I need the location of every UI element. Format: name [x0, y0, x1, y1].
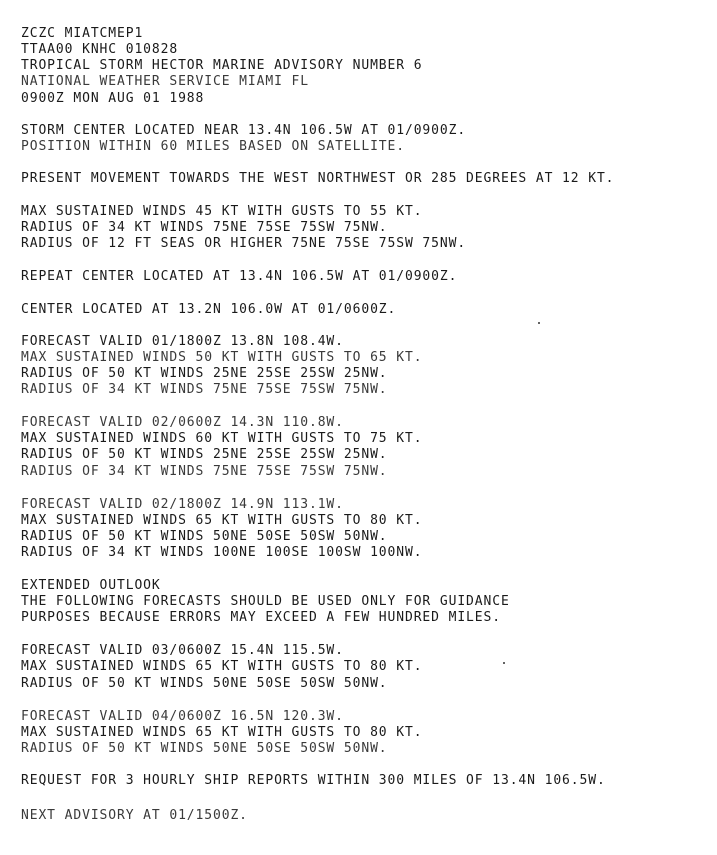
forecast-1-valid: FORECAST VALID 01/1800Z 13.8N 108.4W.: [21, 334, 344, 349]
max-winds-current: MAX SUSTAINED WINDS 45 KT WITH GUSTS TO 55 KT.: [21, 204, 423, 219]
forecast-2-radius-34kt: RADIUS OF 34 KT WINDS 75NE 75SE 75SW 75NW.: [21, 464, 388, 479]
print-speck: [538, 322, 540, 324]
header-line-routing: ZCZC MIATCMEP1: [21, 26, 144, 41]
forecast-5-max-winds: MAX SUSTAINED WINDS 65 KT WITH GUSTS TO 80 KT.: [21, 725, 423, 740]
forecast-3-max-winds: MAX SUSTAINED WINDS 65 KT WITH GUSTS TO 80 KT.: [21, 513, 423, 528]
forecast-5-valid: FORECAST VALID 04/0600Z 16.5N 120.3W.: [21, 709, 344, 724]
forecast-1-radius-50kt: RADIUS OF 50 KT WINDS 25NE 25SE 25SW 25NW.: [21, 366, 388, 381]
print-speck: [503, 662, 505, 664]
issue-time: 0900Z MON AUG 01 1988: [21, 91, 205, 106]
forecast-2-valid: FORECAST VALID 02/0600Z 14.3N 110.8W.: [21, 415, 344, 430]
forecast-1-max-winds: MAX SUSTAINED WINDS 50 KT WITH GUSTS TO 65 KT.: [21, 350, 423, 365]
forecast-4-valid: FORECAST VALID 03/0600Z 15.4N 115.5W.: [21, 643, 344, 658]
forecast-3-radius-50kt: RADIUS OF 50 KT WINDS 50NE 50SE 50SW 50NW.: [21, 529, 388, 544]
forecast-4-radius-50kt: RADIUS OF 50 KT WINDS 50NE 50SE 50SW 50NW.: [21, 676, 388, 691]
guidance-note-line-1: THE FOLLOWING FORECASTS SHOULD BE USED ONLY FOR GUIDANCE: [21, 594, 510, 609]
forecast-3-radius-34kt: RADIUS OF 34 KT WINDS 100NE 100SE 100SW 100NW.: [21, 545, 423, 560]
forecast-2-radius-50kt: RADIUS OF 50 KT WINDS 25NE 25SE 25SW 25NW.: [21, 447, 388, 462]
radius-seas-current: RADIUS OF 12 FT SEAS OR HIGHER 75NE 75SE 75SW 75NW.: [21, 236, 467, 251]
forecast-2-max-winds: MAX SUSTAINED WINDS 60 KT WITH GUSTS TO 75 KT.: [21, 431, 423, 446]
guidance-note-line-2: PURPOSES BECAUSE ERRORS MAY EXCEED A FEW HUNDRED MILES.: [21, 610, 501, 625]
next-advisory-line: NEXT ADVISORY AT 01/1500Z.: [21, 808, 248, 823]
forecast-4-max-winds: MAX SUSTAINED WINDS 65 KT WITH GUSTS TO 80 KT.: [21, 659, 423, 674]
repeat-center-line: REPEAT CENTER LOCATED AT 13.4N 106.5W AT 01/0900Z.: [21, 269, 458, 284]
storm-center-line: STORM CENTER LOCATED NEAR 13.4N 106.5W AT 01/0900Z.: [21, 123, 467, 138]
forecast-5-radius-50kt: RADIUS OF 50 KT WINDS 50NE 50SE 50SW 50NW.: [21, 741, 388, 756]
ship-report-request: REQUEST FOR 3 HOURLY SHIP REPORTS WITHIN 300 MILES OF 13.4N 106.5W.: [21, 773, 606, 788]
issuing-office: NATIONAL WEATHER SERVICE MIAMI FL: [21, 74, 309, 89]
header-line-wmo-id: TTAA00 KNHC 010828: [21, 42, 179, 57]
forecast-1-radius-34kt: RADIUS OF 34 KT WINDS 75NE 75SE 75SW 75NW.: [21, 382, 388, 397]
forecast-3-valid: FORECAST VALID 02/1800Z 14.9N 113.1W.: [21, 497, 344, 512]
extended-outlook-heading: EXTENDED OUTLOOK: [21, 578, 161, 593]
prior-center-line: CENTER LOCATED AT 13.2N 106.0W AT 01/0600Z.: [21, 302, 397, 317]
radius-34kt-current: RADIUS OF 34 KT WINDS 75NE 75SE 75SW 75NW.: [21, 220, 388, 235]
present-movement-line: PRESENT MOVEMENT TOWARDS THE WEST NORTHWEST OR 285 DEGREES AT 12 KT.: [21, 171, 615, 186]
advisory-title: TROPICAL STORM HECTOR MARINE ADVISORY NUMBER 6: [21, 58, 423, 73]
position-accuracy-line: POSITION WITHIN 60 MILES BASED ON SATELLITE.: [21, 139, 405, 154]
